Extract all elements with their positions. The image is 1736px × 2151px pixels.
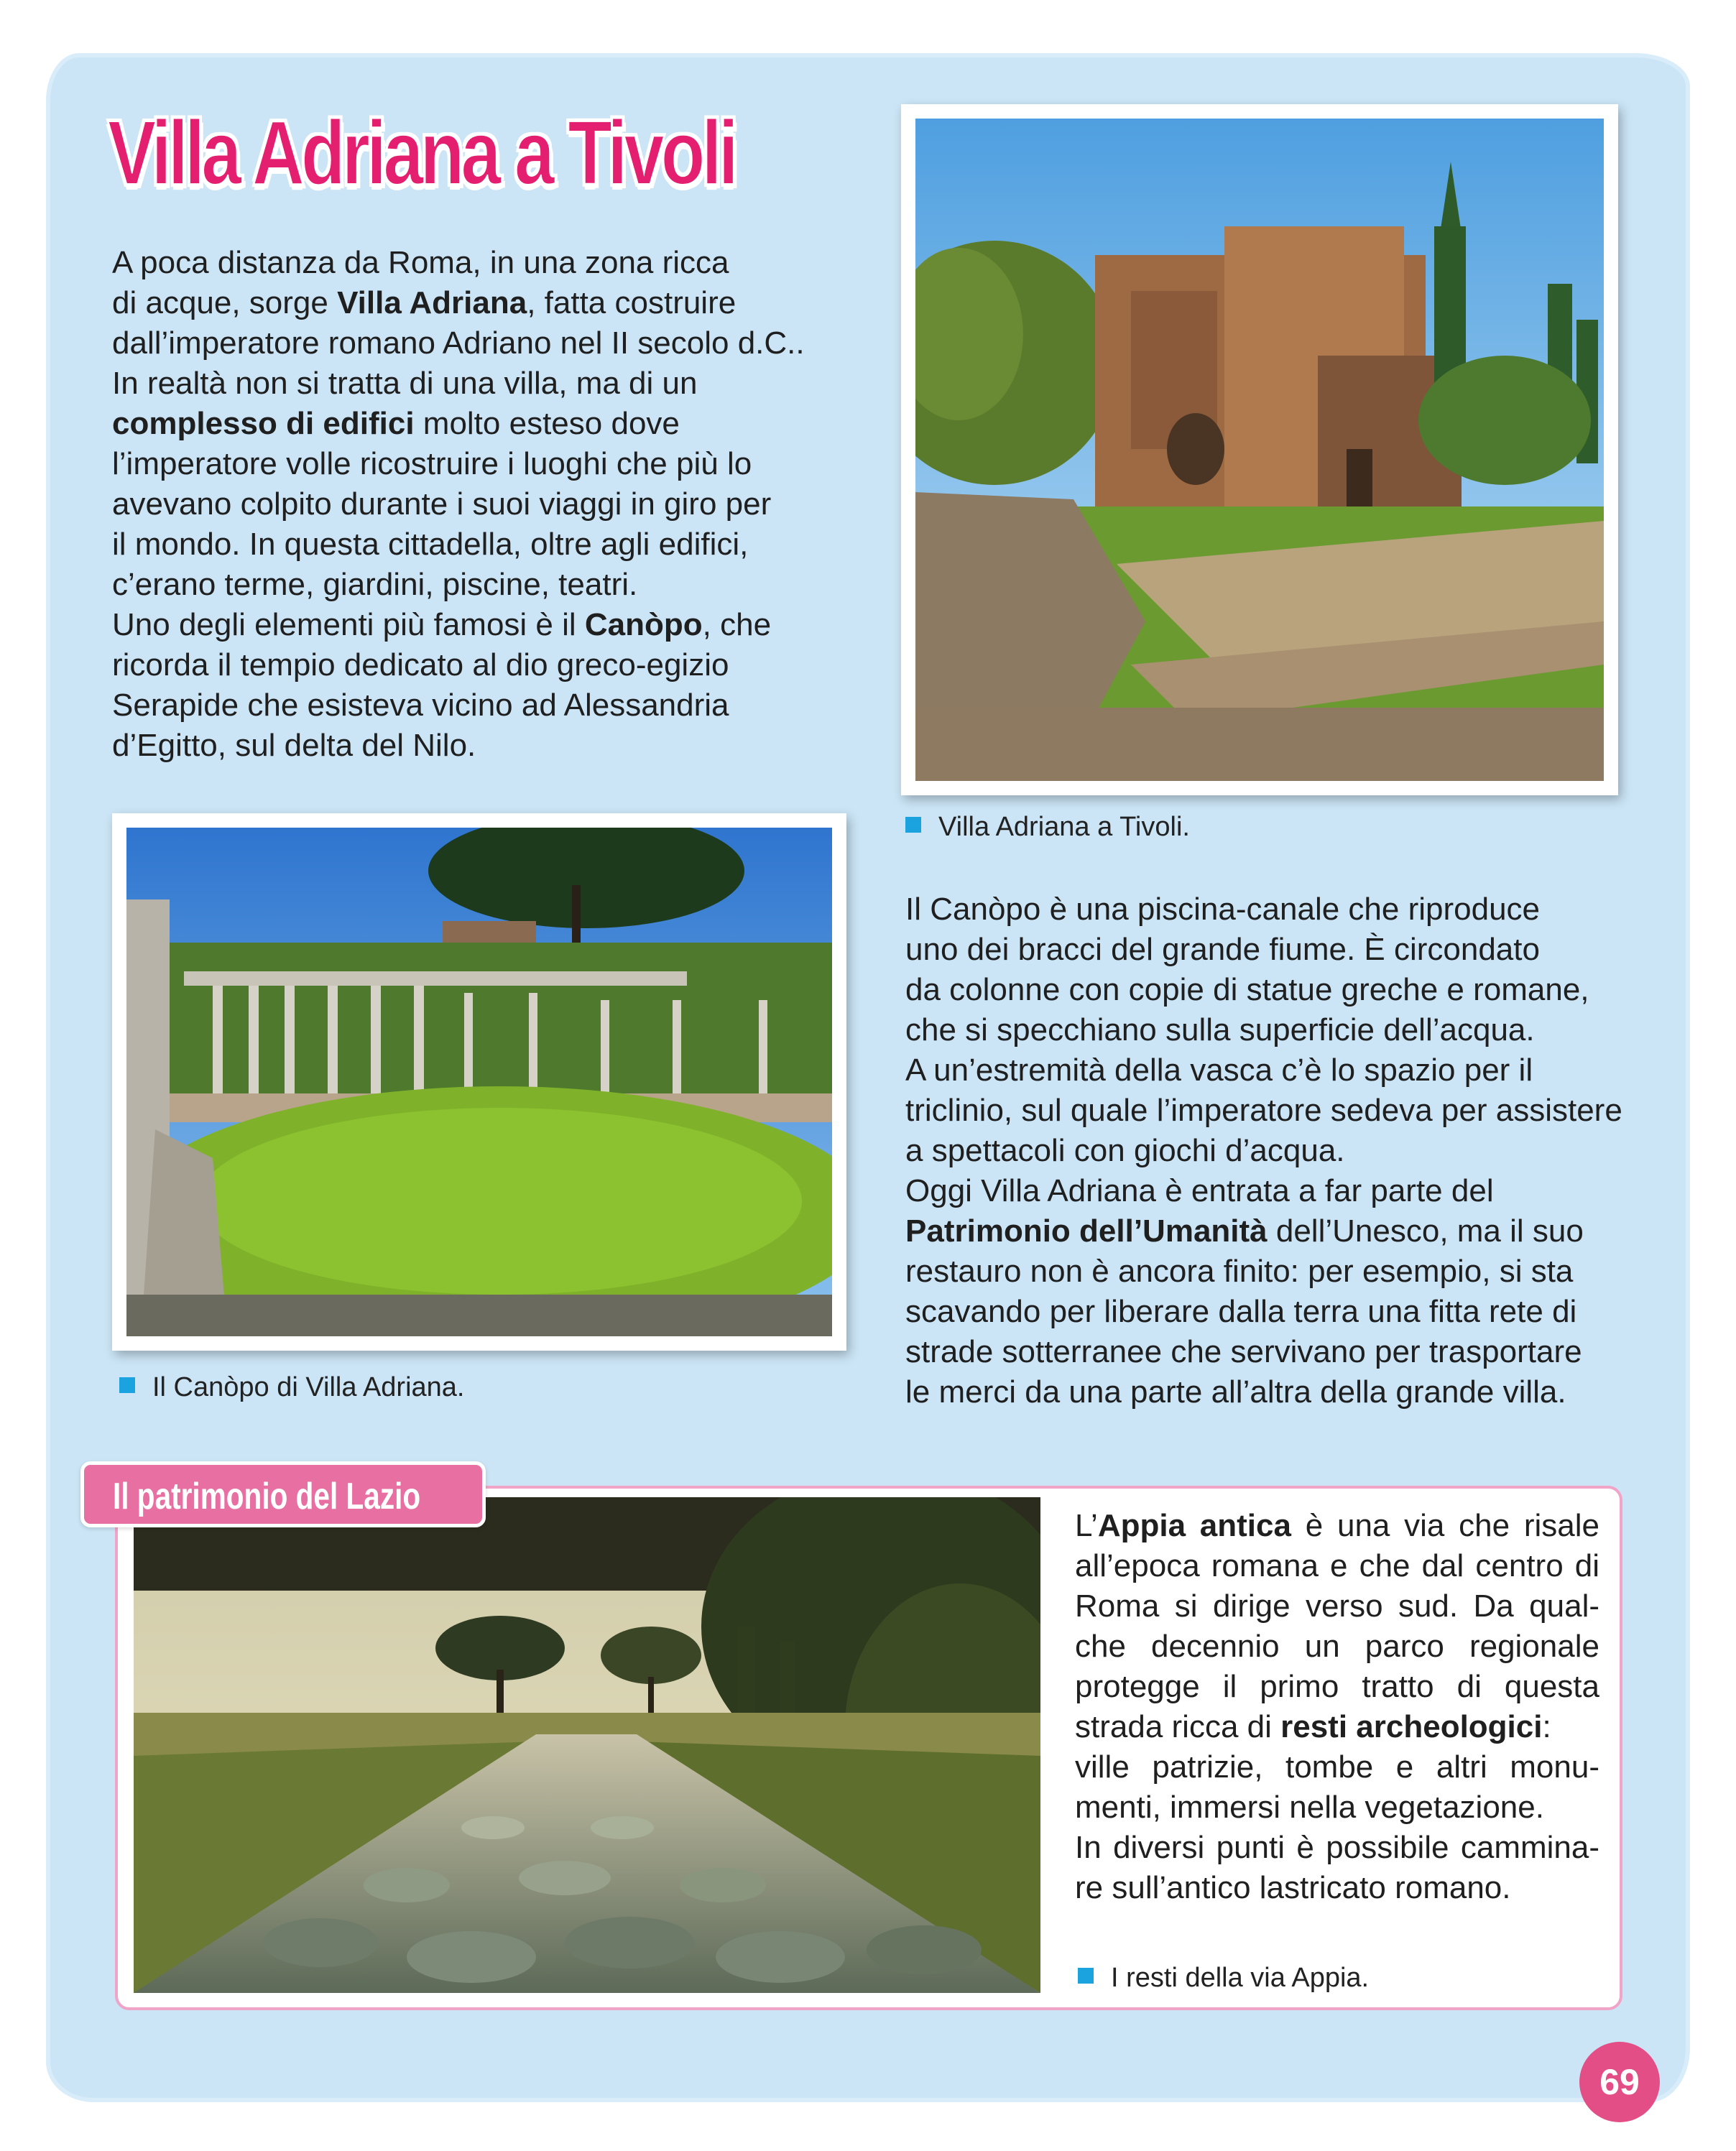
section-tag: Il patrimonio del Lazio <box>80 1461 486 1527</box>
text-line: Patrimonio dell’Umanità dell’Unesco, ma il suo <box>905 1213 1584 1249</box>
text-line: menti, immersi nella vegetazione. <box>1075 1790 1544 1825</box>
villa-photo-caption: Villa Adriana a Tivoli. <box>905 810 1190 843</box>
caption-bullet <box>905 817 921 833</box>
text-line: all’epoca romana e che dal centro di <box>1075 1548 1599 1583</box>
text-line: c’erano terme, giardini, piscine, teatri. <box>112 567 638 602</box>
text-line: A poca distanza da Roma, in una zona ricca <box>112 245 729 280</box>
text-line: Il Canòpo è una piscina-canale che riproduce <box>905 892 1541 927</box>
text-line: restauro non è ancora finito: per esempio, si sta <box>905 1254 1574 1289</box>
canopo-photo <box>112 813 846 1351</box>
caption-bullet <box>1078 1968 1094 1984</box>
villa-ruins-image <box>915 119 1604 781</box>
text-line: Roma si dirige verso sud. Da qual- <box>1075 1588 1599 1624</box>
page-title: Villa Adriana a Tivoli <box>108 102 735 203</box>
text-line: L’Appia antica è una via che risale <box>1075 1508 1599 1543</box>
text-line: In diversi punti è possibile cammina- <box>1075 1830 1599 1865</box>
text-line: In realtà non si tratta di una villa, ma di un <box>112 366 698 401</box>
text-line: triclinio, sul quale l’imperatore sedeva per assistere <box>905 1093 1622 1128</box>
text-line: uno dei bracci del grande fiume. È circondato <box>905 932 1540 967</box>
text-line: complesso di edifici molto esteso dove <box>112 406 680 441</box>
canopo-pool-image <box>126 828 832 1336</box>
text-line: avevano colpito durante i suoi viaggi in giro per <box>112 486 772 522</box>
caption-bullet <box>119 1377 135 1393</box>
text-line: A un’estremità della vasca c’è lo spazio per il <box>905 1053 1533 1088</box>
villa-adriana-photo <box>901 104 1618 795</box>
text-line: Oggi Villa Adriana è entrata a far parte del <box>905 1173 1494 1208</box>
text-line: d’Egitto, sul delta del Nilo. <box>112 728 476 763</box>
text-line: che si specchiano sulla superficie dell’acqua. <box>905 1012 1535 1047</box>
appia-paragraph <box>1075 1506 1599 1908</box>
text-line: a spettacoli con giochi d’acqua. <box>905 1133 1345 1168</box>
canopo-paragraph <box>905 889 1622 1412</box>
text-line: re sull’antico lastricato romano. <box>1075 1870 1511 1905</box>
text-line: da colonne con copie di statue greche e romane, <box>905 972 1589 1007</box>
text-line: l’imperatore volle ricostruire i luoghi che più lo <box>112 446 752 481</box>
via-appia-photo <box>134 1497 1040 1993</box>
text-line: scavando per liberare dalla terra una fitta rete di <box>905 1294 1577 1329</box>
appia-road-image <box>134 1497 1040 1993</box>
text-line: ricorda il tempio dedicato al dio greco-egizio <box>112 647 729 683</box>
page-number: 69 <box>1579 2042 1660 2122</box>
text-line: strada ricca di resti archeologici: <box>1075 1709 1551 1744</box>
text-line: ville patrizie, tombe e altri monu- <box>1075 1749 1599 1785</box>
text-line: di acque, sorge Villa Adriana, fatta costruire <box>112 285 737 320</box>
text-line: strade sotterranee che servivano per trasportare <box>905 1334 1582 1369</box>
appia-photo-caption: I resti della via Appia. <box>1078 1961 1369 1994</box>
text-line: protegge il primo tratto di questa <box>1075 1669 1599 1704</box>
canopo-photo-caption: Il Canòpo di Villa Adriana. <box>119 1371 464 1404</box>
text-line: Serapide che esisteva vicino ad Alessandria <box>112 688 729 723</box>
intro-paragraph <box>112 243 805 766</box>
text-line: il mondo. In questa cittadella, oltre agli edifici, <box>112 527 749 562</box>
text-line: le merci da una parte all’altra della grande villa. <box>905 1374 1566 1410</box>
text-line: dall’imperatore romano Adriano nel II secolo d.C.. <box>112 325 805 361</box>
text-line: che decennio un parco regionale <box>1075 1629 1599 1664</box>
text-line: Uno degli elementi più famosi è il Canòpo, che <box>112 607 772 642</box>
